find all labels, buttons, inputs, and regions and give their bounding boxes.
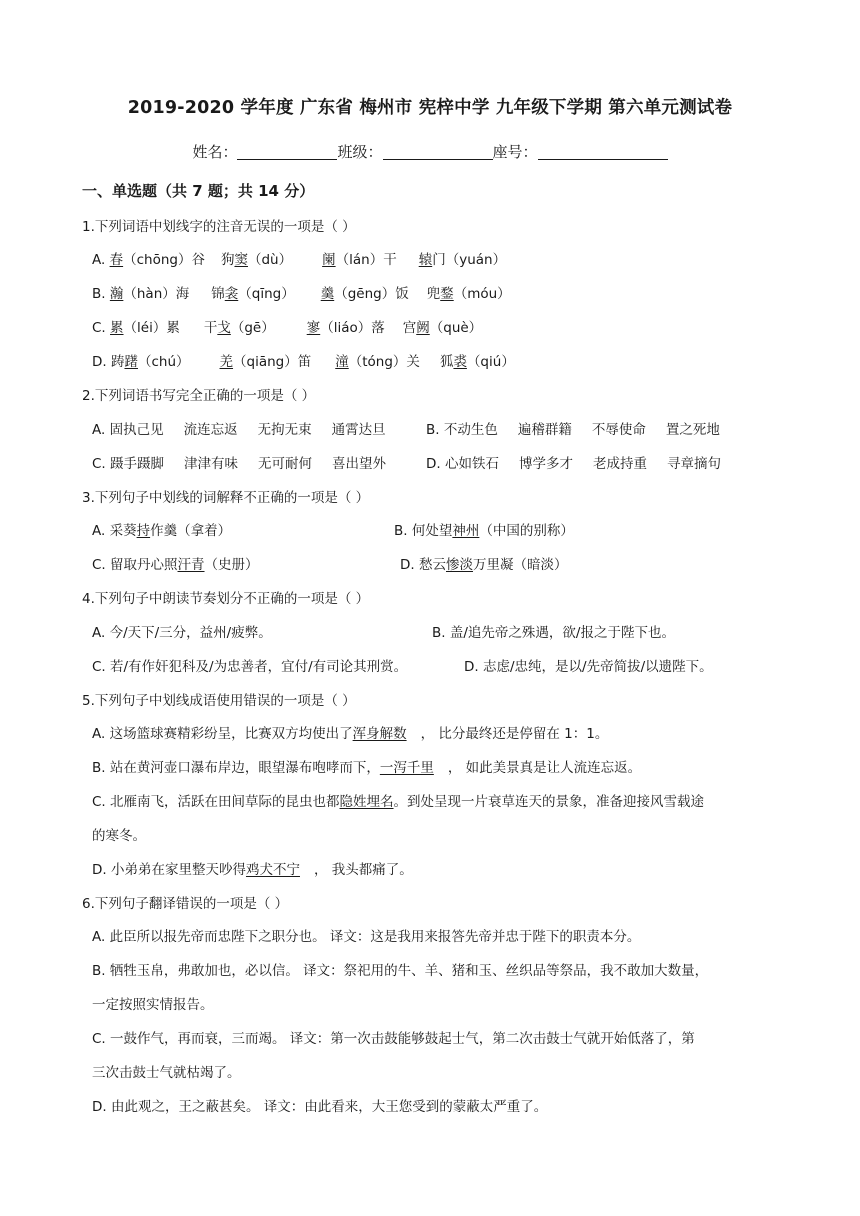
- option-text: （què）: [429, 320, 483, 336]
- underlined-text: 汗青: [177, 557, 205, 573]
- underlined-text: 潼: [335, 354, 349, 370]
- option-text: 狗: [220, 252, 235, 268]
- underlined-text: 持: [136, 523, 151, 539]
- option-text: 寻章摘句: [666, 456, 721, 472]
- question-6-option-b: B. 牺牲玉帛，弗敢加也，必以信。 译文：祭祀用的牛、羊、猪和玉、丝织品等祭品，我不敢加大数量，: [92, 963, 709, 979]
- option-text: A. 这场篮球赛精彩纷呈，比赛双方均使出了: [92, 726, 353, 742]
- option-text: B.: [92, 286, 110, 302]
- option-text: 宫: [402, 320, 417, 336]
- underlined-text: 躇: [124, 354, 138, 370]
- option-text: 。到处呈现一片衰草连天的景象，准备迎接风雪载途: [393, 794, 705, 810]
- underlined-text: 阙: [416, 320, 430, 336]
- underlined-text: 裘: [453, 354, 467, 370]
- underlined-text: 浑身解数: [352, 726, 407, 742]
- question-2-option-d: [426, 452, 721, 472]
- question-2-option-c: [92, 452, 386, 472]
- option-text: A. 固执己见: [92, 422, 164, 438]
- name-label: 姓名：: [192, 143, 238, 161]
- option-text: A. 采葵: [92, 523, 137, 539]
- option-text: （史册）: [204, 557, 259, 573]
- option-text: 喜出望外: [332, 456, 387, 472]
- option-text: D. 小弟弟在家里整天吵得: [92, 862, 246, 878]
- option-text: 不辱使命: [591, 422, 646, 438]
- question-2-option-a: [92, 418, 386, 438]
- student-info-line: [0, 141, 860, 162]
- option-text: 无拘无束: [257, 422, 312, 438]
- underlined-text: 窦: [234, 252, 248, 268]
- underlined-text: 衾: [224, 286, 239, 302]
- option-text: （hàn）海: [123, 286, 190, 302]
- option-text: B. 不动生色: [426, 422, 498, 438]
- option-text: 通霄达旦: [331, 422, 386, 438]
- underlined-text: 累: [110, 320, 124, 336]
- class-label: 班级：: [337, 143, 383, 161]
- option-text: （gēng）饭: [334, 286, 409, 302]
- option-text: 万里凝（暗淡）: [472, 557, 568, 573]
- question-1-option-a: [92, 248, 506, 268]
- option-text: D. 心如铁石: [426, 456, 499, 472]
- option-text: C. 北雁南飞，活跃在田间草际的昆虫也都: [92, 794, 340, 810]
- question-6-option-d: D. 由此观之，王之蔽甚矣。 译文：由此看来，大王您受到的蒙蔽太严重了。: [92, 1099, 548, 1115]
- underlined-text: 春: [109, 252, 124, 268]
- option-text: 遍稽群籍: [517, 422, 572, 438]
- option-text: ， 比分最终还是停留在 1：1。: [420, 726, 609, 742]
- question-6-option-a: A. 此臣所以报先帝而忠陛下之职分也。 译文：这是我用来报答先帝并忠于陛下的职责本分。: [92, 929, 641, 945]
- question-4-stem: 4.下列句子中朗读节奏划分不正确的一项是（ ）: [82, 591, 370, 607]
- option-text: B. 站在黄河壶口瀑布岸边，眼望瀑布咆哮而下，: [92, 760, 380, 776]
- question-2-stem: 2.下列词语书写完全正确的一项是（ ）: [82, 388, 316, 404]
- question-6-stem: 6.下列句子翻译错误的一项是（ ）: [82, 896, 289, 912]
- option-text: （chōng）谷: [123, 252, 205, 268]
- option-text: （qiú）: [466, 354, 515, 370]
- name-blank[interactable]: [237, 144, 337, 160]
- question-1-option-d: [92, 350, 515, 370]
- option-text: （liáo）落: [320, 320, 385, 336]
- option-text: （dù）: [247, 252, 293, 268]
- option-text: 锦: [211, 286, 225, 302]
- question-1-option-c: [92, 316, 482, 336]
- option-text: （gē）: [230, 320, 275, 336]
- underlined-text: 神州: [452, 523, 480, 539]
- seat-label: 座号：: [492, 143, 538, 161]
- question-4-option-d: D. 志虑/忠纯，是以/先帝简拔/以遗陛下。: [464, 659, 713, 675]
- underlined-text: 辕: [418, 252, 433, 268]
- underlined-text: 鍪: [440, 286, 454, 302]
- question-6-option-c: C. 一鼓作气，再而衰，三而竭。 译文：第一次击鼓能够鼓起士气，第二次击鼓士气就开始低落了，第: [92, 1031, 695, 1047]
- option-text: C. 留取丹心照: [92, 557, 178, 573]
- option-text: 无可耐何: [258, 456, 313, 472]
- question-5-stem: 5.下列句子中划线成语使用错误的一项是（ ）: [82, 693, 356, 709]
- option-text: （chú）: [137, 354, 190, 370]
- seat-blank[interactable]: [538, 144, 668, 160]
- underlined-text: 寥: [306, 320, 321, 336]
- option-text: 干: [203, 320, 218, 336]
- section-heading: 一、单选题（共 7 题；共 14 分）: [82, 182, 315, 200]
- question-5-option-d: [92, 858, 413, 878]
- option-text: D. 踌: [92, 354, 125, 370]
- underlined-text: 隐姓埋名: [339, 794, 394, 810]
- question-4-option-c: C. 若/有作奸犯科及/为忠善者，宜付/有司论其刑赏。: [92, 659, 408, 675]
- question-2-option-b: [426, 418, 720, 438]
- option-text: B. 何处望: [394, 523, 453, 539]
- question-3-option-a: [92, 519, 231, 539]
- question-4-option-b: B. 盖/追先帝之殊遇，欲/报之于陛下也。: [432, 625, 675, 641]
- underlined-text: 惨淡: [445, 557, 473, 573]
- option-text: 狐: [439, 354, 454, 370]
- underlined-text: 羹: [320, 286, 335, 302]
- option-text: 津津有味: [184, 456, 239, 472]
- option-text: C. 蹑手蹑脚: [92, 456, 165, 472]
- underlined-text: 阑: [322, 252, 336, 268]
- question-5-option-c-continued: 的寒冬。: [92, 828, 146, 844]
- option-text: D. 愁云: [400, 557, 446, 573]
- underlined-text: 戈: [217, 320, 231, 336]
- option-text: 流连忘返: [183, 422, 238, 438]
- question-1-option-b: [92, 282, 511, 302]
- option-text: 作羹（拿着）: [150, 523, 232, 539]
- underlined-text: 瀚: [109, 286, 124, 302]
- option-text: （qiāng）笛: [233, 354, 312, 370]
- option-text: 老成持重: [592, 456, 647, 472]
- underlined-text: 一泻千里: [379, 760, 434, 776]
- question-6-option-b-continued: 一定按照实情报告。: [92, 997, 214, 1013]
- option-text: 门（yuán）: [432, 252, 507, 268]
- option-text: 置之死地: [665, 422, 720, 438]
- underlined-text: 羌: [219, 354, 234, 370]
- question-5-option-a: [92, 722, 608, 742]
- option-text: （qīng）: [238, 286, 295, 302]
- option-text: 兜: [426, 286, 441, 302]
- option-text: （lán）干: [335, 252, 397, 268]
- question-3-stem: 3.下列句子中划线的词解释不正确的一项是（ ）: [82, 490, 370, 506]
- class-blank[interactable]: [383, 144, 493, 160]
- question-3-option-d: [400, 553, 567, 573]
- exam-title: 2019-2020 学年度 广东省 梅州市 宪梓中学 九年级下学期 第六单元测试卷: [127, 98, 733, 118]
- option-text: （móu）: [453, 286, 511, 302]
- option-text: A.: [92, 252, 110, 268]
- option-text: （tóng）关: [348, 354, 420, 370]
- option-text: 博学多才: [518, 456, 573, 472]
- option-text: C.: [92, 320, 111, 336]
- question-4-option-a: A. 今/天下/三分，益州/疲弊。: [92, 625, 272, 641]
- question-6-option-c-continued: 三次击鼓士气就枯竭了。: [92, 1065, 241, 1081]
- question-5-option-c: [92, 790, 704, 810]
- question-3-option-b: [394, 519, 574, 539]
- underlined-text: 鸡犬不宁: [245, 862, 300, 878]
- option-text: ， 如此美景真是让人流连忘返。: [447, 760, 642, 776]
- option-text: （中国的别称）: [479, 523, 574, 539]
- option-text: （léi）累: [123, 320, 180, 336]
- question-5-option-b: [92, 756, 641, 776]
- question-3-option-c: [92, 553, 259, 573]
- option-text: ， 我头都痛了。: [313, 862, 413, 878]
- question-1-stem: 1.下列词语中划线字的注音无误的一项是（ ）: [82, 219, 356, 235]
